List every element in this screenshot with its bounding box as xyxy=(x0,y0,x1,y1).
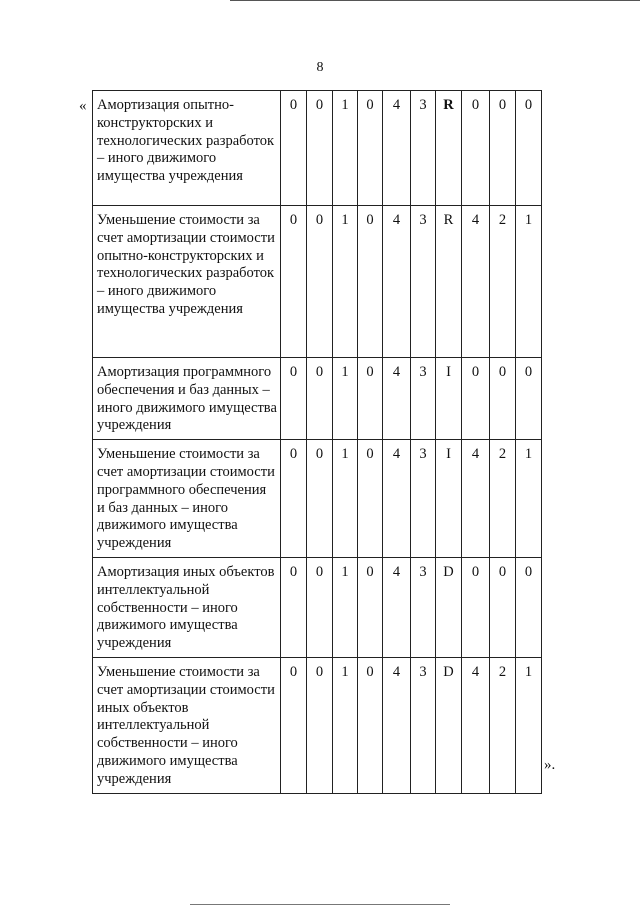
code-digit-cell: 2 xyxy=(490,206,516,358)
table-row xyxy=(93,557,542,657)
code-digit-cell: 1 xyxy=(333,557,358,657)
account-codes-table xyxy=(92,90,542,794)
code-digit-cell: 1 xyxy=(333,358,358,440)
code-digit-cell: 2 xyxy=(490,440,516,558)
code-digit-cell: 1 xyxy=(333,440,358,558)
code-digit-cell: 0 xyxy=(490,358,516,440)
code-digit-cell: 0 xyxy=(490,91,516,206)
code-digit-cell: 0 xyxy=(462,91,490,206)
code-digit-cell: 3 xyxy=(411,358,436,440)
scan-edge-top xyxy=(230,0,640,1)
code-digit-cell: 1 xyxy=(516,657,542,793)
code-digit-cell: 2 xyxy=(490,657,516,793)
code-digit-cell: 0 xyxy=(462,557,490,657)
code-digit-cell: 0 xyxy=(307,91,333,206)
code-digit-cell: 4 xyxy=(462,206,490,358)
table-row xyxy=(93,91,542,206)
code-digit-cell: 3 xyxy=(411,557,436,657)
code-digit-cell: 1 xyxy=(333,657,358,793)
code-digit-cell: 4 xyxy=(462,440,490,558)
account-name-cell: Уменьшение стоимости за счет амортизации стоимости программного обеспечения и баз данных – иного движимого имущества учреждения xyxy=(93,440,281,558)
code-digit-cell: 4 xyxy=(383,557,411,657)
code-digit-cell: 0 xyxy=(307,440,333,558)
code-digit-cell: 0 xyxy=(358,206,383,358)
code-digit-cell: R xyxy=(436,91,462,206)
code-digit-cell: I xyxy=(436,358,462,440)
code-digit-cell: 1 xyxy=(516,206,542,358)
code-digit-cell: 0 xyxy=(516,358,542,440)
account-name-cell: Амортизация иных объектов интеллектуальной собственности – иного движимого имущества учреждения xyxy=(93,557,281,657)
table-row xyxy=(93,440,542,558)
code-digit-cell: 0 xyxy=(281,91,307,206)
code-digit-cell: 0 xyxy=(307,358,333,440)
code-digit-cell: 0 xyxy=(358,91,383,206)
code-digit-cell: 0 xyxy=(490,557,516,657)
code-digit-cell: D xyxy=(436,657,462,793)
code-digit-cell: I xyxy=(436,440,462,558)
code-digit-cell: 4 xyxy=(383,206,411,358)
code-digit-cell: 0 xyxy=(307,206,333,358)
closing-quote-mark: ». xyxy=(544,757,556,773)
code-digit-cell: 0 xyxy=(358,557,383,657)
code-digit-cell: 0 xyxy=(307,657,333,793)
code-digit-cell: 0 xyxy=(281,358,307,440)
code-digit-cell: 1 xyxy=(516,440,542,558)
code-digit-cell: 4 xyxy=(383,358,411,440)
code-digit-cell: 4 xyxy=(383,91,411,206)
code-digit-cell: 3 xyxy=(411,206,436,358)
table-row xyxy=(93,358,542,440)
code-digit-cell: D xyxy=(436,557,462,657)
code-digit-cell: 0 xyxy=(281,557,307,657)
code-digit-cell: 4 xyxy=(462,657,490,793)
code-digit-cell: 0 xyxy=(358,657,383,793)
code-digit-cell: 4 xyxy=(383,657,411,793)
code-digit-cell: 4 xyxy=(383,440,411,558)
page-number: 8 xyxy=(316,60,324,75)
account-name-cell: Уменьшение стоимости за счет амортизации стоимости иных объектов интеллектуальной собственности – иного движимого имущества учреждения xyxy=(93,657,281,793)
code-digit-cell: 0 xyxy=(516,557,542,657)
code-digit-cell: 0 xyxy=(281,657,307,793)
code-digit-cell: 0 xyxy=(281,440,307,558)
code-digit-cell: 1 xyxy=(333,91,358,206)
code-digit-cell: 0 xyxy=(516,91,542,206)
code-digit-cell: 0 xyxy=(281,206,307,358)
code-digit-cell: R xyxy=(436,206,462,358)
table-row xyxy=(93,657,542,793)
code-digit-cell: 3 xyxy=(411,657,436,793)
code-digit-cell: 0 xyxy=(307,557,333,657)
code-digit-cell: 3 xyxy=(411,440,436,558)
table-row xyxy=(93,206,542,358)
code-digit-cell: 1 xyxy=(333,206,358,358)
code-digit-cell: 0 xyxy=(462,358,490,440)
code-digit-cell: 0 xyxy=(358,358,383,440)
account-name-cell: Амортизация программного обеспечения и баз данных – иного движимого имущества учреждения xyxy=(93,358,281,440)
code-digit-cell: 0 xyxy=(358,440,383,558)
opening-quote-mark: « xyxy=(79,98,87,114)
code-digit-cell: 3 xyxy=(411,91,436,206)
account-name-cell: Уменьшение стоимости за счет амортизации стоимости опытно-конструкторских и технологических разработок – иного движимого имущества учреждения xyxy=(93,206,281,358)
account-name-cell: Амортизация опытно-конструкторских и технологических разработок – иного движимого имущества учреждения xyxy=(93,91,281,206)
